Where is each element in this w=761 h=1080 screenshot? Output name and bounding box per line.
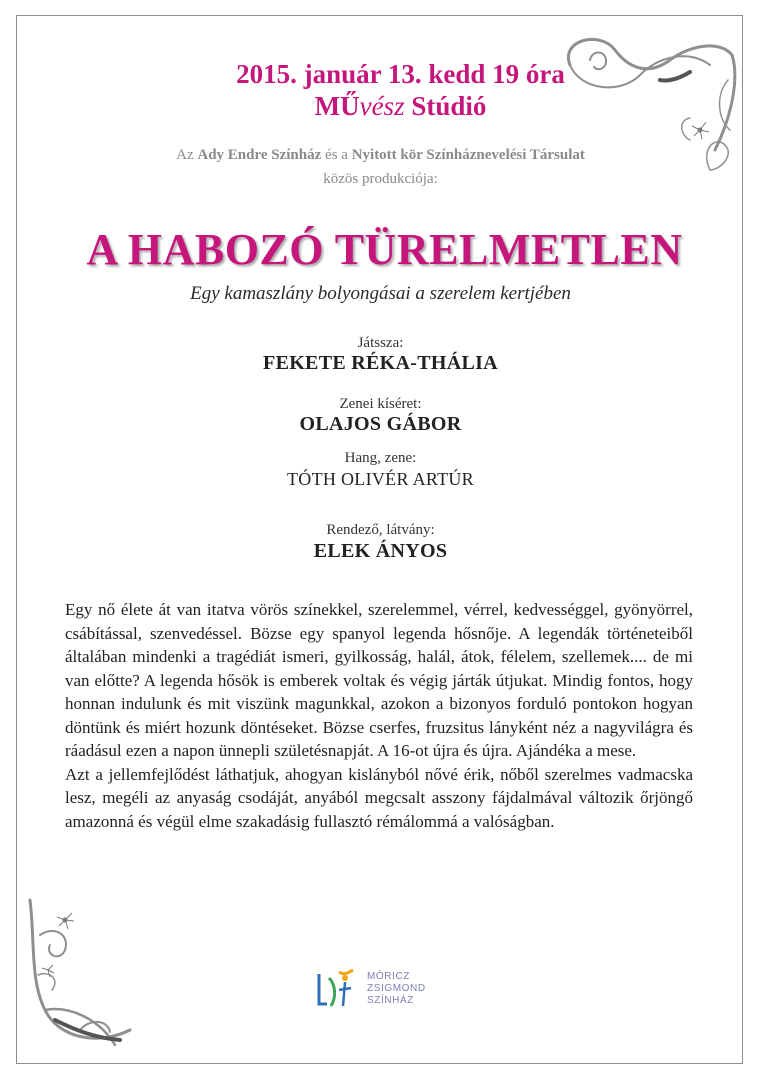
theatre-logo-icon [315,966,359,1010]
venue-part-italic: vész [359,91,405,121]
logo-text-line-2: ZSIGMOND [367,983,426,994]
event-venue [20,90,761,122]
venue-part-2: Stúdió [404,91,487,121]
producers-and: és a [321,147,352,163]
theatre-logo [315,966,465,1026]
producer-theatre: Ady Endre Színház [197,147,322,163]
venue-part-1: MŰ [314,91,360,121]
producers-suffix: közös produkciója: [323,171,438,187]
producers-prefix: Az [176,147,198,163]
credit-role-music: Zenei kíséret: [339,396,422,412]
credit-name-director: ELEK ÁNYOS [313,540,448,562]
credit-name-performer: FEKETE RÉKA-THÁLIA [263,352,498,374]
logo-text-line-1: MÓRICZ [367,971,411,982]
description-paragraph-2: Azt a jellemfejlődést láthatjuk, ahogyan kislányból nővé érik, nőből szerelmes vadmacska lesz, megéli az anyaság csodáját, anyából megcsalt asszony fájdalmával változik őrjöngő amazonná és végül elme szakadásig fullasztó rémálommá a valóságban. [65,764,693,831]
description-paragraph-1: Egy nő élete át van itatva vörös színekkel, szerelemmel, vérrel, kedvességgel, gyönyörrel, csábítással, szenvedéssel. Bözse egy spanyol legenda hősnője. A legendák történeteiből általában mindenki a tragédiát ismeri, gyilkosság, halál, átok, félelem, szellemek.... de mi van előtte? A legenda hősök is emberek voltak és végig járták útjukat. Mindig fontos, hogy honnan indulunk és mit viszünk magunkkal, azokon a bizonyos forduló pontokon hogyan döntünk és miért hozunk döntéseket. Bözse cserfes, fruzsitus lányként néz a nagyvilágra és ráadásul ezen a napon ünnepli születésnapját. A 16-ot újra és újra. Ajándéka a mese. [65,600,693,760]
credit-role-director: Rendező, látvány: [326,522,435,538]
credit-name-sound: TÓTH OLIVÉR ARTÚR [286,469,474,489]
credit-name-music: OLAJOS GÁBOR [299,413,462,435]
event-date: 2015. január 13. kedd 19 óra [236,59,565,89]
producers-line [0,143,761,191]
flourish-ornament-bottom-left [20,880,160,1065]
show-description [65,598,693,833]
logo-text-line-3: SZÍNHÁZ [367,995,414,1006]
producer-company: Nyitott kör Színháznevelési Társulat [351,147,585,163]
show-title: A HABOZÓ TÜRELMETLEN [86,225,683,274]
credit-role-sound: Hang, zene: [344,450,417,466]
credit-role-performer: Játssza: [357,335,404,351]
show-subtitle: Egy kamaszlány bolyongásai a szerelem kertjében [190,283,571,304]
